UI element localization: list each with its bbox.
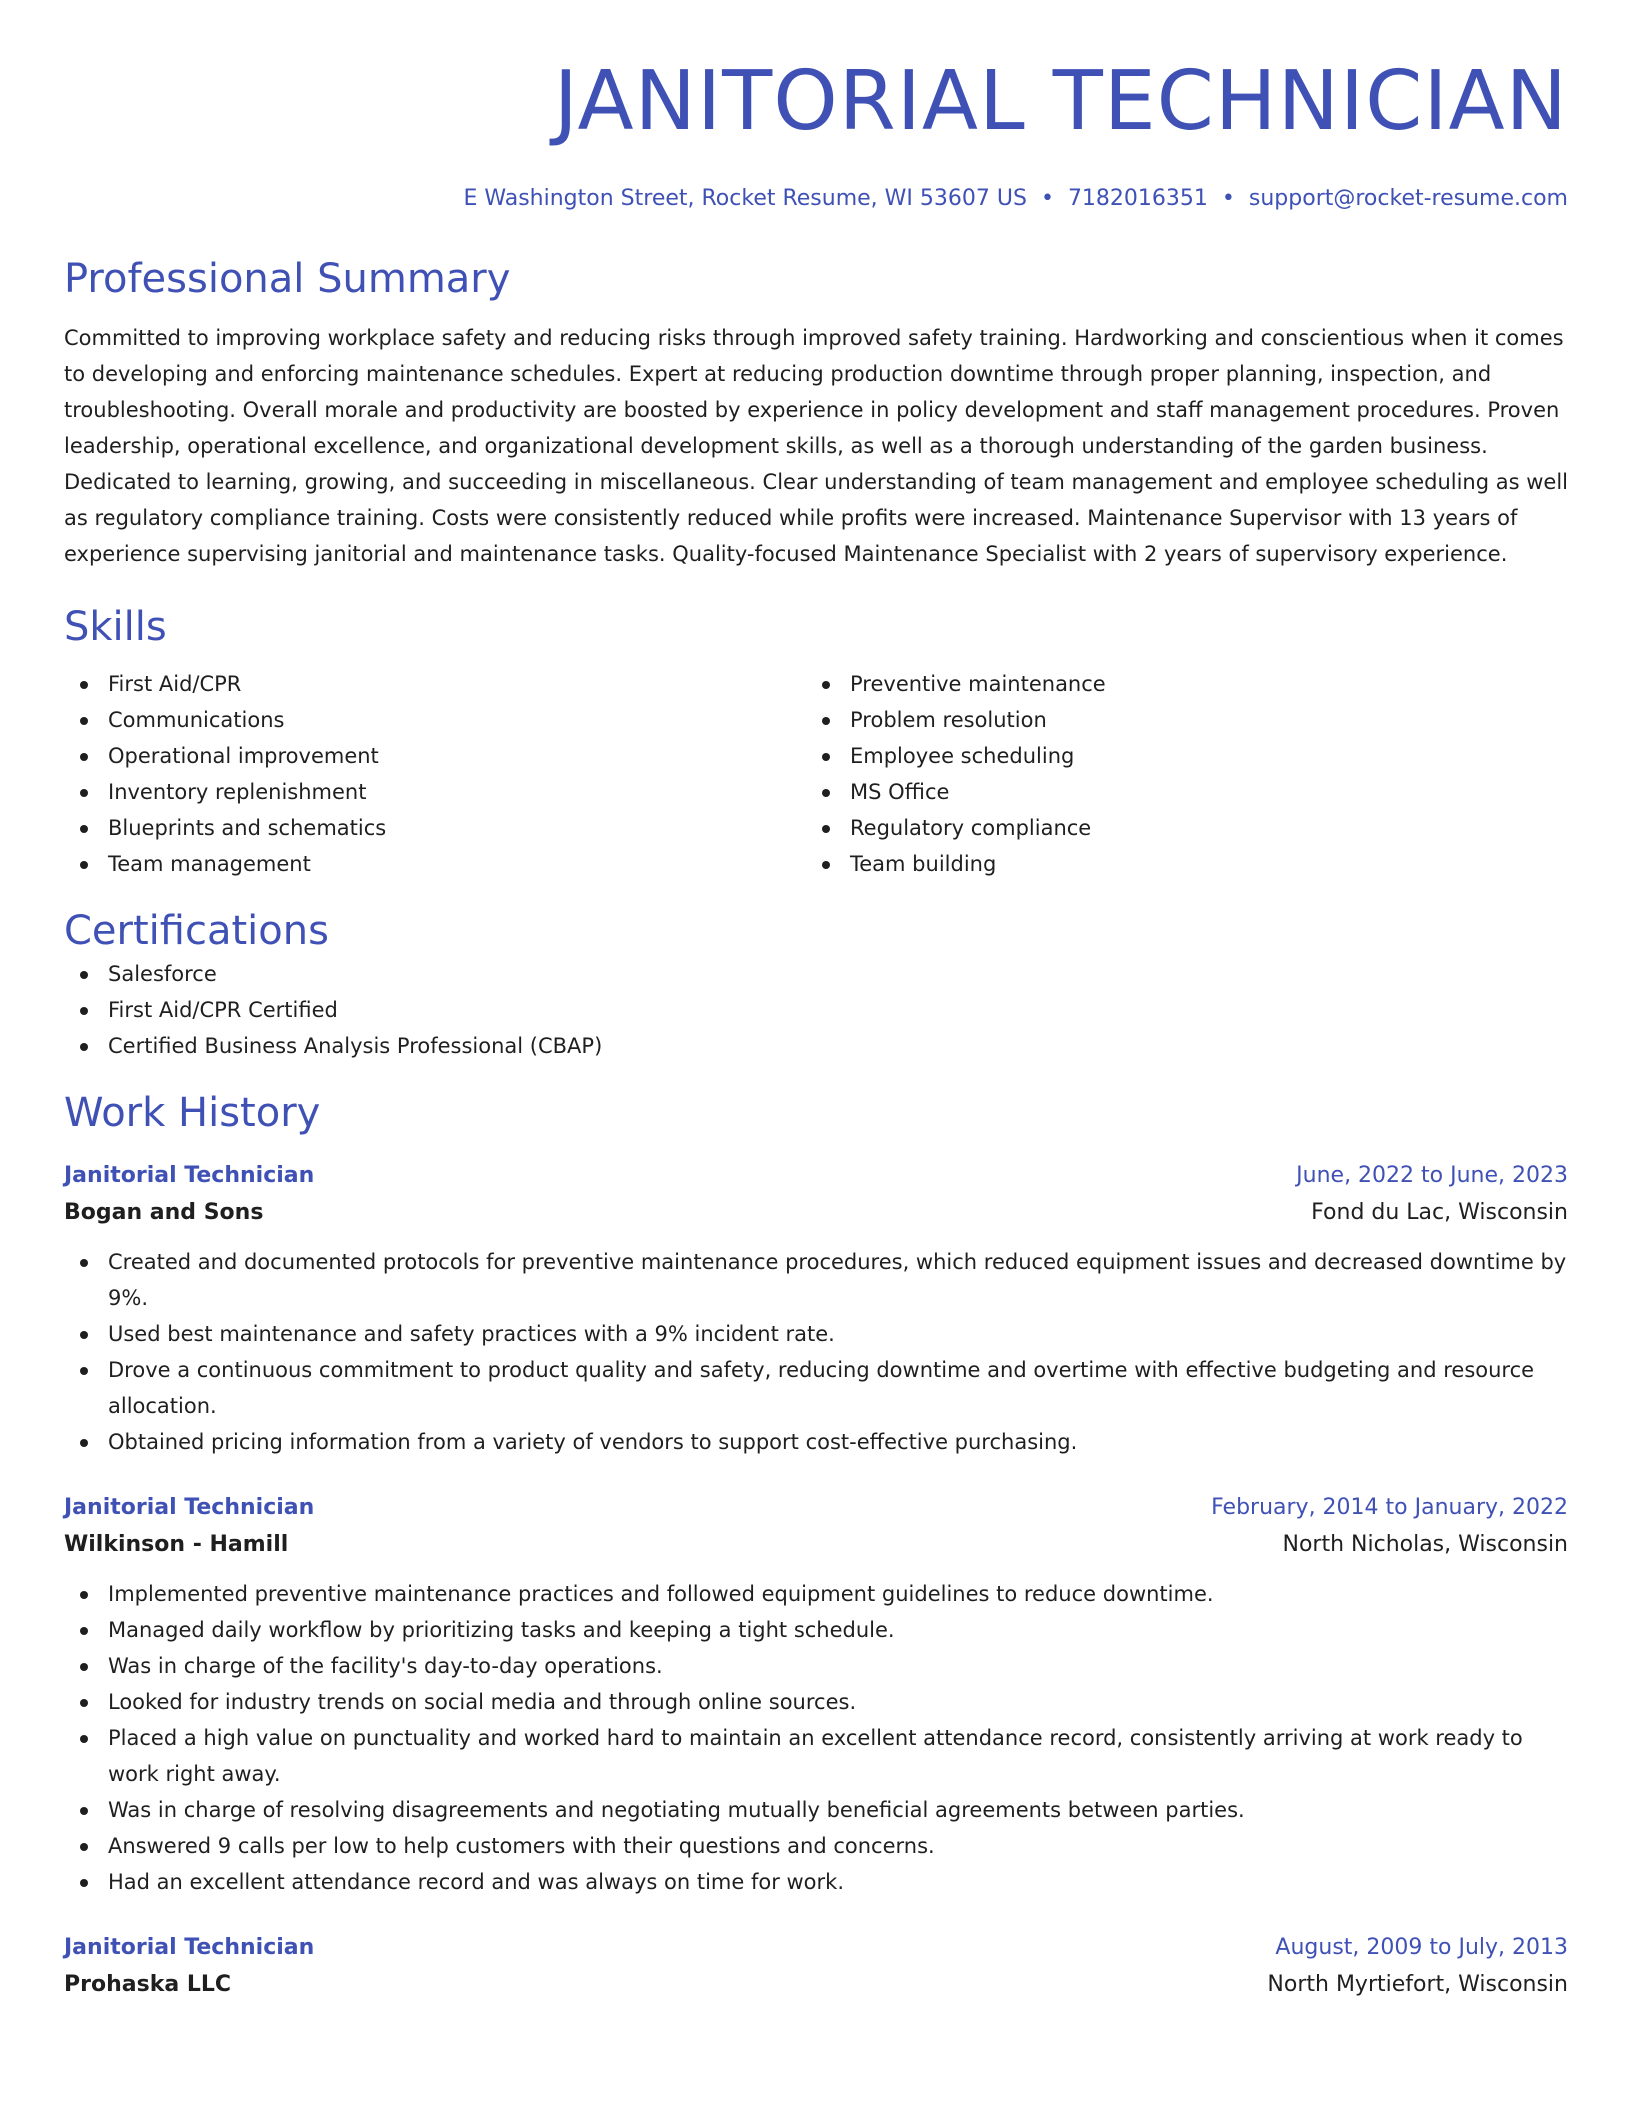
job-company: Bogan and Sons (64, 1200, 264, 1225)
job-bullet: Had an excellent attendance record and was always on time for work. (64, 1864, 1568, 1900)
skill-item: Inventory replenishment (64, 774, 806, 810)
job-bullet: Was in charge of the facility's day-to-day operations. (64, 1648, 1568, 1684)
skill-item: Problem resolution (806, 702, 1548, 738)
job-bullet: Created and documented protocols for preventive maintenance procedures, which reduced equipment issues and decreased downtime by 9%. (64, 1244, 1568, 1316)
job-entry (64, 1930, 1568, 2004)
work-history-heading: Work History (64, 1090, 321, 1136)
job-bullet: Managed daily workflow by prioritizing tasks and keeping a tight schedule. (64, 1612, 1568, 1648)
summary-text: Committed to improving workplace safety and reducing risks through improved safety training. Hardworking and conscientious when it comes to developing and enforcing maintenance schedules. Expert at reducing production downtime through proper planning, inspection, and troubleshooting. Overall morale and productivity are boosted by experience in policy development and staff management procedures. Proven leadership, operational excellence, and organizational development skills, as well as a thorough understanding of the garden business. Dedicated to learning, growing, and succeeding in miscellaneous. Clear understanding of team management and employee scheduling as well as regulatory compliance training. Costs were consistently reduced while profits were increased. Maintenance Supervisor with 13 years of experience supervising janitorial and maintenance tasks. Quality-focused Maintenance Specialist with 2 years of supervisory experience. (64, 326, 1568, 566)
contact-phone: 7182016351 (1067, 186, 1208, 211)
job-header-row (64, 1158, 1568, 1194)
job-location: North Nicholas, Wisconsin (1282, 1532, 1568, 1557)
job-bullet: Drove a continuous commitment to product quality and safety, reducing downtime and overtime with effective budgeting and resource allocation. (64, 1352, 1568, 1424)
job-entry (64, 1158, 1568, 1460)
skills-list (64, 666, 1568, 882)
contact-separator: • (1040, 186, 1054, 211)
contact-address: E Washington Street, Rocket Resume, WI 53607 US (463, 186, 1027, 211)
certification-item: Salesforce (64, 956, 1568, 992)
skill-item: Regulatory compliance (806, 810, 1548, 846)
contact-separator: • (1221, 186, 1235, 211)
job-bullet: Placed a high value on punctuality and worked hard to maintain an excellent attendance record, consistently arriving at work ready to work right away. (64, 1720, 1568, 1792)
job-bullet: Looked for industry trends on social media and through online sources. (64, 1684, 1568, 1720)
job-title: Janitorial Technician (64, 1935, 315, 1960)
skill-item: Team management (64, 846, 806, 882)
skills-column-right (806, 666, 1548, 882)
job-bullet: Used best maintenance and safety practices with a 9% incident rate. (64, 1316, 1568, 1352)
contact-line (64, 184, 1568, 214)
certifications-heading: Certifications (64, 908, 329, 954)
job-company-row (64, 1194, 1568, 1232)
job-location: Fond du Lac, Wisconsin (1311, 1200, 1568, 1225)
skill-item: Team building (806, 846, 1548, 882)
resume-title: JANITORIAL TECHNICIAN (553, 54, 1568, 149)
skills-column-left (64, 666, 806, 882)
job-bullet: Answered 9 calls per low to help customers with their questions and concerns. (64, 1828, 1568, 1864)
summary-heading: Professional Summary (64, 256, 511, 302)
job-title: Janitorial Technician (64, 1495, 315, 1520)
skill-item: Preventive maintenance (806, 666, 1548, 702)
job-bullets (64, 1576, 1568, 1900)
job-header-row (64, 1930, 1568, 1966)
job-bullet: Obtained pricing information from a variety of vendors to support cost-effective purchasing. (64, 1424, 1568, 1460)
job-bullet: Implemented preventive maintenance practices and followed equipment guidelines to reduce downtime. (64, 1576, 1568, 1612)
certifications-list (64, 956, 1568, 1064)
skill-item: First Aid/CPR (64, 666, 806, 702)
job-company-row (64, 1526, 1568, 1564)
certification-item: First Aid/CPR Certified (64, 992, 1568, 1028)
job-dates: February, 2014 to January, 2022 (1211, 1495, 1568, 1520)
job-title: Janitorial Technician (64, 1163, 315, 1188)
job-company: Wilkinson - Hamill (64, 1532, 289, 1557)
job-bullet: Was in charge of resolving disagreements and negotiating mutually beneficial agreements between parties. (64, 1792, 1568, 1828)
skill-item: Blueprints and schematics (64, 810, 806, 846)
skill-item: MS Office (806, 774, 1548, 810)
job-entry (64, 1490, 1568, 1900)
certification-item: Certified Business Analysis Professional (CBAP) (64, 1028, 1568, 1064)
job-bullets (64, 1244, 1568, 1460)
job-dates: June, 2022 to June, 2023 (1296, 1163, 1568, 1188)
skill-item: Communications (64, 702, 806, 738)
job-location: North Myrtiefort, Wisconsin (1267, 1972, 1568, 1997)
skills-heading: Skills (64, 604, 167, 650)
job-dates: August, 2009 to July, 2013 (1275, 1935, 1568, 1960)
job-header-row (64, 1490, 1568, 1526)
job-company: Prohaska LLC (64, 1972, 232, 1997)
skill-item: Employee scheduling (806, 738, 1548, 774)
contact-email: support@rocket-resume.com (1248, 186, 1568, 211)
skill-item: Operational improvement (64, 738, 806, 774)
job-company-row (64, 1966, 1568, 2004)
